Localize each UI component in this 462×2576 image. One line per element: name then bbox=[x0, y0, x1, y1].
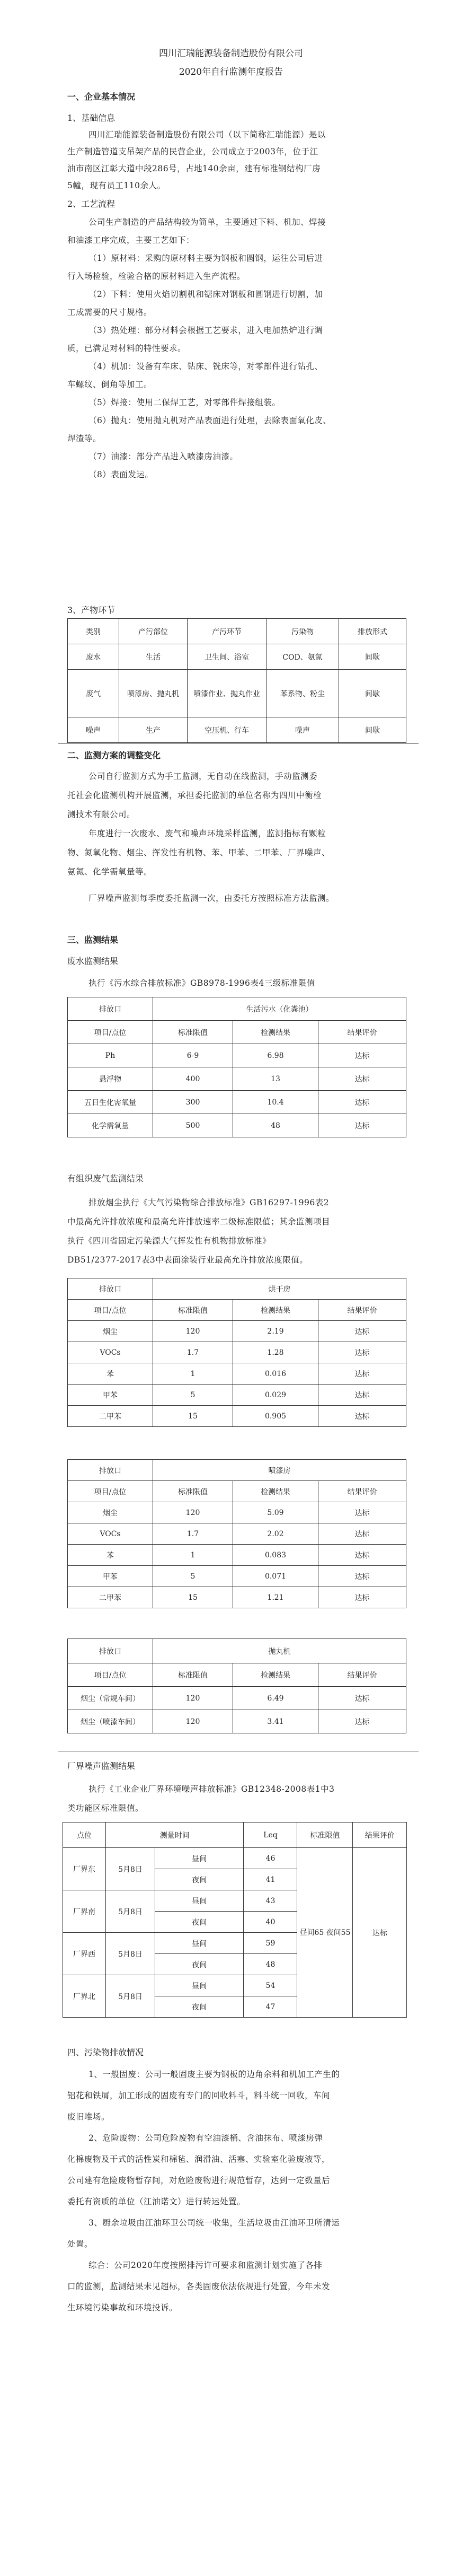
table-cell: 达标 bbox=[318, 1687, 406, 1710]
paragraph-line: 2、危险废物：公司危险废物有空油漆桶、含油抹布、喷漆房弹 bbox=[88, 2133, 323, 2143]
table-row bbox=[68, 1406, 406, 1427]
outlet-label: 排放口 bbox=[68, 1278, 153, 1300]
outlet-label: 排放口 bbox=[68, 997, 153, 1021]
paragraph-line: （1）原材料：采购的原材料主要为钢板和圆钢，运往公司后进 bbox=[88, 253, 323, 263]
header-cell: 标准限值 bbox=[153, 1021, 233, 1044]
table-cell: 烟尘（喷漆车间） bbox=[68, 1710, 153, 1733]
paragraph-line: DB51/2377-2017表3中表面涂装行业最高允许排放浓度限值。 bbox=[67, 1255, 308, 1265]
table-cell: 废水 bbox=[68, 644, 119, 670]
paragraph-line: （5）焊接：使用二保焊工艺，对零部件焊接组装。 bbox=[88, 398, 281, 407]
table-cell: 15 bbox=[153, 1406, 233, 1427]
process-title: 2、工艺流程 bbox=[67, 199, 116, 209]
paragraph-line: 厂界噪声监测每季度委托监测一次，由委托方按照标准方法监测。 bbox=[88, 893, 335, 903]
gas-table-spray-room bbox=[67, 1459, 406, 1608]
header-cell: 项目/点位 bbox=[68, 1481, 153, 1502]
table-cell: 卫生间、浴室 bbox=[188, 644, 266, 670]
table-cell: 喷漆房、抛丸机 bbox=[119, 670, 188, 717]
header-cell: 结果评价 bbox=[318, 1300, 406, 1321]
paragraph-line: 综合：公司2020年度按照排污许可要求和监测计划实施了各排 bbox=[88, 2260, 323, 2270]
paragraph-line: 处置。 bbox=[67, 2239, 93, 2249]
table-cell: 43 bbox=[244, 1890, 297, 1912]
table-cell: 夜间 bbox=[155, 1912, 244, 1933]
table-cell: 喷漆作业、抛丸作业 bbox=[188, 670, 266, 717]
table-row bbox=[68, 1385, 406, 1406]
table-cell: 夜间 bbox=[155, 1869, 244, 1890]
table-cell: 5.09 bbox=[233, 1502, 318, 1523]
table-cell: 10.4 bbox=[233, 1091, 318, 1114]
header-cell: 标准限值 bbox=[153, 1663, 233, 1687]
table-row bbox=[68, 1321, 406, 1342]
paragraph-line: 年度进行一次废水、废气和噪声环境采样监测，监测指标有颗粒 bbox=[88, 829, 326, 838]
outlet-name: 生活污水（化粪池） bbox=[153, 997, 406, 1021]
table-cell: 二甲苯 bbox=[68, 1406, 153, 1427]
header-cell: 检测结果 bbox=[233, 1663, 318, 1687]
header-cell: 标准限值 bbox=[153, 1300, 233, 1321]
section-3-title: 三、监测结果 bbox=[67, 935, 119, 945]
table-cell: 昼间 bbox=[155, 1848, 244, 1869]
table-cell: 15 bbox=[153, 1587, 233, 1608]
paragraph-line: 生环境污染事故和环境投诉。 bbox=[67, 2303, 178, 2312]
table-cell: 5月8日 bbox=[106, 1975, 155, 2018]
table-cell: 昼间 bbox=[155, 1890, 244, 1912]
table-cell: 空压机、行车 bbox=[188, 717, 266, 743]
header-cell: 项目/点位 bbox=[68, 1300, 153, 1321]
table-cell: 达标 bbox=[318, 1363, 406, 1385]
table-cell: 达标 bbox=[318, 1710, 406, 1733]
table-cell: 二甲苯 bbox=[68, 1587, 153, 1608]
table-cell: 5 bbox=[153, 1566, 233, 1587]
paragraph-line: 四川汇瑞能源装备制造股份有限公司（以下简称汇瑞能源）是以 bbox=[88, 130, 326, 139]
header-cell: 类别 bbox=[68, 619, 119, 644]
table-cell: 1.28 bbox=[233, 1342, 318, 1363]
table-cell: 厂界东 bbox=[63, 1848, 106, 1890]
header-cell: 测量时间 bbox=[106, 1823, 244, 1848]
paragraph-line: 托社会化监测机构开展监测，承担委托监测的单位名称为四川中衡检 bbox=[67, 791, 322, 800]
outlet-label: 排放口 bbox=[68, 1639, 153, 1663]
gas-table-shot-blaster bbox=[67, 1639, 406, 1733]
table-cell: 厂界西 bbox=[63, 1933, 106, 1975]
header-cell: 项目/点位 bbox=[68, 1663, 153, 1687]
gas-text bbox=[67, 1193, 406, 1269]
table-cell: 48 bbox=[233, 1114, 318, 1137]
paragraph-line: （3）热处理：部分材料会根据工艺要求，进入电加热炉进行调 bbox=[88, 326, 323, 335]
paragraph-line: 生产制造管道支吊架产品的民营企业，公司成立于2003年，位于江 bbox=[67, 147, 318, 156]
table-cell: 0.905 bbox=[233, 1406, 318, 1427]
table-cell: 1.21 bbox=[233, 1587, 318, 1608]
table-cell: 达标 bbox=[318, 1406, 406, 1427]
table-cell: 54 bbox=[244, 1975, 297, 1996]
table-header-row bbox=[68, 1278, 406, 1300]
table-cell: 夜间 bbox=[155, 1954, 244, 1975]
paragraph-line: 废旧堆场。 bbox=[67, 2112, 110, 2122]
gas-title: 有组织废气监测结果 bbox=[67, 1173, 144, 1184]
table-row bbox=[63, 1848, 407, 1869]
table-row bbox=[68, 1342, 406, 1363]
table-cell: 达标 bbox=[318, 1587, 406, 1608]
paragraph-line: 行入场检验，检验合格的原材料进入生产流程。 bbox=[67, 271, 246, 281]
basic-info-text bbox=[67, 126, 406, 194]
section-2-title: 二、监测方案的调整变化 bbox=[67, 750, 161, 760]
table-cell: 烟尘（常规车间） bbox=[68, 1687, 153, 1710]
table-cell: 1.7 bbox=[153, 1523, 233, 1545]
paragraph-line: 化棉废物及干式的活性炭和棉毡、润滑油、活塞、实验室化验废液等， bbox=[67, 2154, 331, 2164]
paragraph-line: 工成需要的尺寸规格。 bbox=[67, 308, 153, 317]
table-cell: 6.49 bbox=[233, 1687, 318, 1710]
table-cell: Ph bbox=[68, 1044, 153, 1067]
table-cell: 120 bbox=[153, 1321, 233, 1342]
header-cell: 标准限值 bbox=[153, 1481, 233, 1502]
table-cell: 300 bbox=[153, 1091, 233, 1114]
outlet-name: 抛丸机 bbox=[153, 1639, 406, 1663]
gas-table-drying-room bbox=[67, 1278, 406, 1427]
header-cell: 污染物 bbox=[266, 619, 339, 644]
table-cell: 2.02 bbox=[233, 1523, 318, 1545]
table-row bbox=[68, 1067, 406, 1091]
table-cell: 47 bbox=[244, 1996, 297, 2018]
table-cell: 夜间 bbox=[155, 1996, 244, 2018]
table-cell: 达标 bbox=[318, 1044, 406, 1067]
table-row bbox=[68, 1523, 406, 1545]
paragraph-line: 油市南区江彰大道中段286号，占地140余亩，建有标准钢结构厂房 bbox=[67, 164, 321, 173]
paragraph-line: （7）油漆：部分产品进入喷漆房油漆。 bbox=[88, 452, 238, 461]
table-cell: 0.071 bbox=[233, 1566, 318, 1587]
header-cell: 标准限值 bbox=[297, 1823, 353, 1848]
water-title: 废水监测结果 bbox=[67, 956, 119, 966]
table-header-row bbox=[68, 1639, 406, 1663]
table-header-row bbox=[63, 1823, 407, 1848]
paragraph-line: 和油漆工序完成，主要工艺如下： bbox=[67, 235, 195, 245]
basic-info-title: 1、基础信息 bbox=[67, 113, 116, 123]
table-cell: 悬浮物 bbox=[68, 1067, 153, 1091]
table-cell: 苯 bbox=[68, 1363, 153, 1385]
table-cell: 48 bbox=[244, 1954, 297, 1975]
paragraph-line: 公司自行监测方式为手工监测，无自动在线监测，手动监测委 bbox=[88, 772, 318, 781]
paragraph-line: 类功能区标准限值。 bbox=[67, 1803, 144, 1813]
outlet-name: 喷漆房 bbox=[153, 1460, 406, 1481]
noise-text bbox=[67, 1780, 406, 1818]
table-cell: 6-9 bbox=[153, 1044, 233, 1067]
table-cell: 1 bbox=[153, 1363, 233, 1385]
header-cell: 检测结果 bbox=[233, 1481, 318, 1502]
header-cell: 结果评价 bbox=[318, 1021, 406, 1044]
paragraph-line: 3、厨余垃圾由江油环卫公司统一收集，生活垃圾由江油环卫所清运 bbox=[88, 2218, 340, 2228]
header-cell: 结果评价 bbox=[353, 1823, 407, 1848]
noise-title: 厂界噪声监测结果 bbox=[67, 1761, 136, 1771]
table-row bbox=[68, 1044, 406, 1067]
table-cell: 5月8日 bbox=[106, 1890, 155, 1933]
table-cell: 达标 bbox=[318, 1091, 406, 1114]
paragraph-line: （6）抛丸：使用抛丸机对产品表面进行处理，去除表面氧化皮、 bbox=[88, 416, 332, 425]
table-row bbox=[68, 1545, 406, 1566]
section-4-title: 四、污染物排放情况 bbox=[67, 2047, 144, 2057]
pollution-title: 3、产物环节 bbox=[67, 605, 116, 615]
table-cell: 达标 bbox=[318, 1385, 406, 1406]
table-cell: 41 bbox=[244, 1869, 297, 1890]
table-cell: 化学需氧量 bbox=[68, 1114, 153, 1137]
table-cell: 甲苯 bbox=[68, 1385, 153, 1406]
paragraph-line: 车螺纹、倒角等加工。 bbox=[67, 380, 153, 389]
table-header-row bbox=[68, 997, 406, 1021]
table-header-row bbox=[68, 1481, 406, 1502]
header-cell: 检测结果 bbox=[233, 1300, 318, 1321]
noise-limit-cell: 昼间65 夜间55 bbox=[297, 1848, 353, 2018]
paragraph-line: 物、氮氧化物、烟尘、挥发性有机物、苯、甲苯、二甲苯、厂界噪声、 bbox=[67, 848, 331, 857]
table-row bbox=[68, 1587, 406, 1608]
header-cell: 产污环节 bbox=[188, 619, 266, 644]
table-cell: 46 bbox=[244, 1848, 297, 1869]
paragraph-line: 公司生产制造的产品结构较为简单，主要通过下料、机加、焊接 bbox=[88, 217, 326, 227]
paragraph-line: 1、一般固废：公司一般固废主要为钢板的边角余料和机加工产生的 bbox=[88, 2070, 340, 2079]
table-header-row bbox=[68, 619, 406, 644]
header-cell: 结果评价 bbox=[318, 1481, 406, 1502]
table-cell: 生产 bbox=[119, 717, 188, 743]
paragraph-line: （2）下料：使用火焰切割机和锯床对钢板和圆钢进行切割，加 bbox=[88, 290, 323, 299]
table-cell: 120 bbox=[153, 1710, 233, 1733]
table-cell: 间歇 bbox=[339, 717, 406, 743]
table-cell: 0.029 bbox=[233, 1385, 318, 1406]
pollution-table bbox=[67, 618, 406, 743]
header-cell: 排放形式 bbox=[339, 619, 406, 644]
paragraph-line: 质，已满足对材料的特性要求。 bbox=[67, 344, 186, 353]
paragraph-line: 5幢，现有员工110余人。 bbox=[67, 181, 166, 190]
table-cell: 1 bbox=[153, 1545, 233, 1566]
table-cell: 40 bbox=[244, 1912, 297, 1933]
section-1-title: 一、企业基本情况 bbox=[67, 92, 136, 102]
table-cell: 生活 bbox=[119, 644, 188, 670]
table-header-row bbox=[68, 1460, 406, 1481]
header-cell: Leq bbox=[244, 1823, 297, 1848]
table-cell: 间歇 bbox=[339, 670, 406, 717]
header-cell: 产污部位 bbox=[119, 619, 188, 644]
table-cell: 13 bbox=[233, 1067, 318, 1091]
table-cell: 达标 bbox=[318, 1523, 406, 1545]
water-table bbox=[67, 997, 406, 1137]
table-cell: 5月8日 bbox=[106, 1848, 155, 1890]
table-cell: 烟尘 bbox=[68, 1321, 153, 1342]
paragraph-line: （8）表面发运。 bbox=[88, 470, 154, 479]
header-cell: 点位 bbox=[63, 1823, 106, 1848]
table-cell: 59 bbox=[244, 1933, 297, 1954]
paragraph-line: 氨氮、化学需氧量等。 bbox=[67, 867, 153, 877]
table-row bbox=[68, 1091, 406, 1114]
table-cell: 0.083 bbox=[233, 1545, 318, 1566]
table-cell: VOCs bbox=[68, 1342, 153, 1363]
table-cell: 120 bbox=[153, 1502, 233, 1523]
table-cell: 昼间 bbox=[155, 1933, 244, 1954]
table-header-row bbox=[68, 1021, 406, 1044]
table-row bbox=[68, 1710, 406, 1733]
table-cell: 5月8日 bbox=[106, 1933, 155, 1975]
header-cell: 结果评价 bbox=[318, 1663, 406, 1687]
table-cell: 达标 bbox=[318, 1114, 406, 1137]
table-row bbox=[68, 670, 406, 717]
outlet-label: 排放口 bbox=[68, 1460, 153, 1481]
paragraph-line: 测技术有限公司。 bbox=[67, 810, 136, 819]
noise-result-cell: 达标 bbox=[353, 1848, 407, 2018]
table-row bbox=[68, 644, 406, 670]
paragraph-line: 执行《四川省固定污染源大气挥发性有机物排放标准》 bbox=[67, 1236, 271, 1246]
table-header-row bbox=[68, 1300, 406, 1321]
paragraph-line: 焊渣等。 bbox=[67, 434, 102, 443]
table-cell: 间歇 bbox=[339, 644, 406, 670]
table-cell: 0.016 bbox=[233, 1363, 318, 1385]
section-2-text bbox=[67, 767, 406, 908]
table-cell: 达标 bbox=[318, 1067, 406, 1091]
table-cell: 120 bbox=[153, 1687, 233, 1710]
paragraph-line: 委托有资质的单位（江油诺文）进行转运处置。 bbox=[67, 2197, 246, 2206]
table-cell: 达标 bbox=[318, 1502, 406, 1523]
table-header-row bbox=[68, 1663, 406, 1687]
table-cell: 厂界南 bbox=[63, 1890, 106, 1933]
table-cell: VOCs bbox=[68, 1523, 153, 1545]
table-cell: 烟尘 bbox=[68, 1502, 153, 1523]
table-cell: 五日生化需氧量 bbox=[68, 1091, 153, 1114]
table-cell: 500 bbox=[153, 1114, 233, 1137]
table-row bbox=[68, 1566, 406, 1587]
table-cell: 400 bbox=[153, 1067, 233, 1091]
paragraph-line: 口的监测，监测结果未见超标，各类固废依法依规进行处置，今年未发 bbox=[67, 2282, 331, 2291]
table-cell: 3.41 bbox=[233, 1710, 318, 1733]
table-cell: 5 bbox=[153, 1385, 233, 1406]
section-divider bbox=[58, 743, 419, 744]
table-cell: 1.7 bbox=[153, 1342, 233, 1363]
table-cell: 达标 bbox=[318, 1321, 406, 1342]
section-4-text bbox=[67, 2064, 406, 2318]
table-row bbox=[68, 1687, 406, 1710]
table-cell: 噪声 bbox=[68, 717, 119, 743]
table-cell: 苯系物、粉尘 bbox=[266, 670, 339, 717]
table-cell: 达标 bbox=[318, 1545, 406, 1566]
header-cell: 检测结果 bbox=[233, 1021, 318, 1044]
paragraph-line: 执行《工业企业厂界环境噪声排放标准》GB12348-2008表1中3 bbox=[88, 1784, 335, 1794]
table-cell: 厂界北 bbox=[63, 1975, 106, 2018]
table-cell: 甲苯 bbox=[68, 1566, 153, 1587]
table-cell: 噪声 bbox=[266, 717, 339, 743]
header-cell: 项目/点位 bbox=[68, 1021, 153, 1044]
table-row bbox=[68, 1502, 406, 1523]
table-cell: 6.98 bbox=[233, 1044, 318, 1067]
paragraph-line: 公司建有危险废物暂存间，对危险废物进行规范暂存，达到一定数量后 bbox=[67, 2176, 331, 2185]
paragraph-line: 中最高允许排放浓度和最高允许排放速率二级标准限值；其余监测项目 bbox=[67, 1217, 331, 1226]
paragraph-line: （4）机加：设备有车床、钻床、铣床等，对零部件进行钻孔、 bbox=[88, 362, 323, 371]
table-cell: 达标 bbox=[318, 1566, 406, 1587]
process-text bbox=[67, 213, 406, 484]
table-cell: 达标 bbox=[318, 1342, 406, 1363]
table-cell: 2.19 bbox=[233, 1321, 318, 1342]
water-standard: 执行《污水综合排放标准》GB8978-1996表4三级标准限值 bbox=[88, 978, 315, 988]
table-row bbox=[68, 1363, 406, 1385]
paragraph-line: 排放烟尘执行《大气污染物综合排放标准》GB16297-1996表2 bbox=[88, 1198, 330, 1207]
paragraph-line: 铝花和铁屑，加工形成的固废有专门的回收料斗，料斗统一回收，车间 bbox=[67, 2091, 331, 2100]
report-title: 2020年自行监测年度报告 bbox=[179, 67, 283, 77]
company-name: 四川汇瑞能源装备制造股份有限公司 bbox=[159, 48, 303, 59]
table-row bbox=[68, 717, 406, 743]
table-cell: 昼间 bbox=[155, 1975, 244, 1996]
noise-table bbox=[63, 1822, 407, 2018]
table-cell: 废气 bbox=[68, 670, 119, 717]
outlet-name: 烘干房 bbox=[153, 1278, 406, 1300]
table-cell: COD、氨氮 bbox=[266, 644, 339, 670]
table-row bbox=[68, 1114, 406, 1137]
table-cell: 苯 bbox=[68, 1545, 153, 1566]
